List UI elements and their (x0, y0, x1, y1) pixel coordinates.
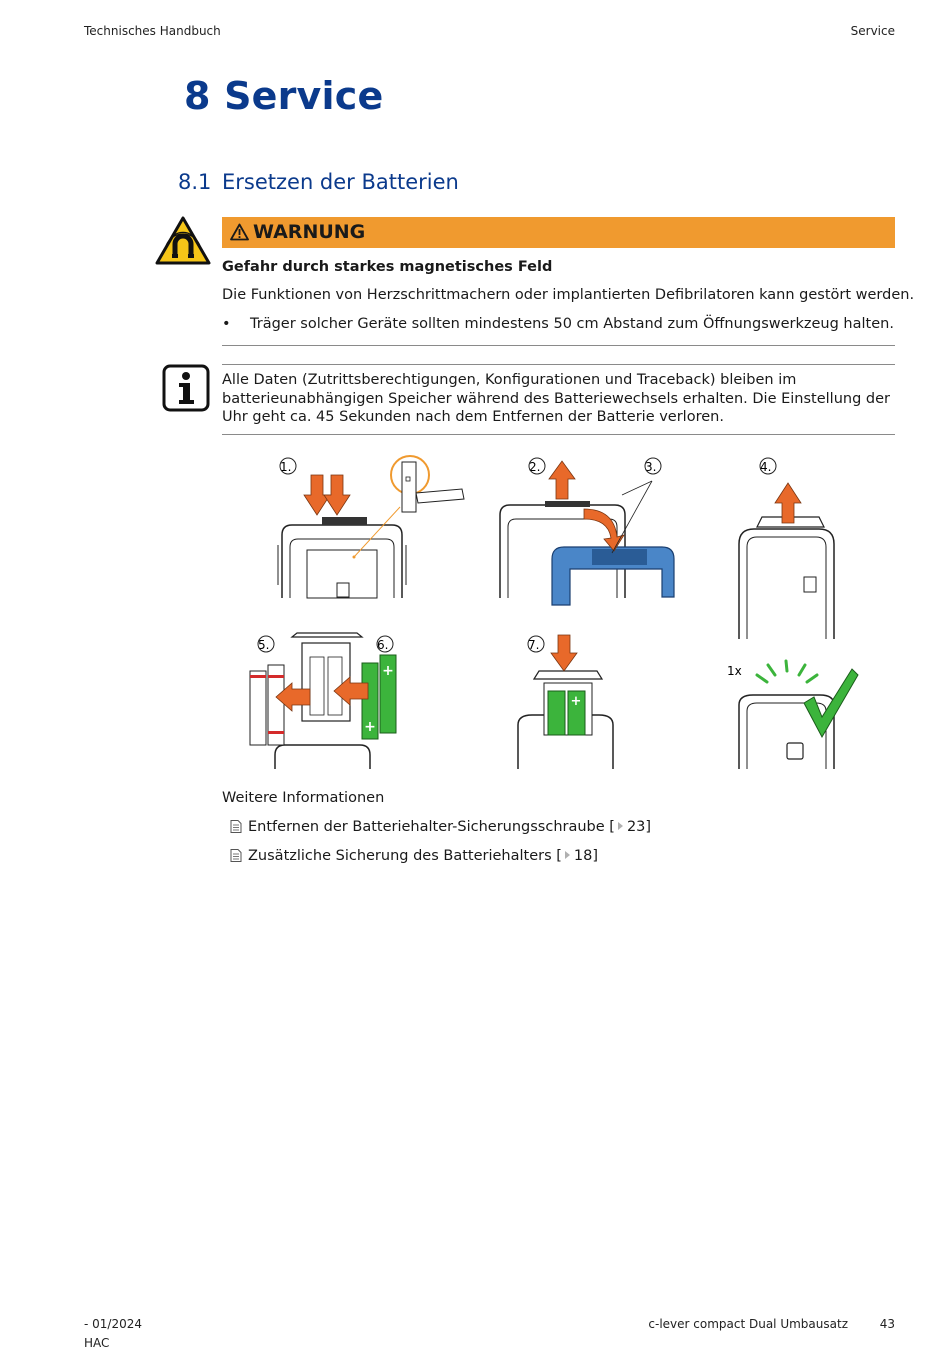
step-5-label: 5. (258, 638, 270, 652)
section-number: 8.1 (178, 170, 212, 194)
arrow-down-icon (551, 635, 577, 671)
cross-reference-link[interactable] (230, 819, 651, 835)
chapter-title: Service (224, 74, 384, 118)
link-text: Entfernen der Batteriehalter-Sicherungsschraube [ (248, 819, 615, 835)
warning-bullet-text: Träger solcher Geräte sollten mindestens 50 cm Abstand zum Öffnungswerkzeug halten. (250, 316, 894, 332)
chapter-heading (184, 74, 383, 118)
divider (222, 434, 895, 435)
footer-company: HAC (84, 1336, 110, 1350)
footer-date: - 01/2024 (84, 1317, 142, 1331)
warning-banner (222, 217, 895, 248)
step-2-label: 2. (529, 460, 541, 474)
battery-replacement-illustration (222, 447, 895, 777)
chapter-number: 8 (184, 74, 211, 118)
section-heading (178, 170, 459, 194)
arrow-up-icon (549, 461, 575, 499)
step-7-label: 7. (528, 638, 540, 652)
document-icon (230, 849, 242, 862)
warning-triangle-icon (230, 223, 249, 241)
warning-text: Die Funktionen von Herzschrittmachern oder implantierten Defibrilatoren kann gestört werden. (222, 287, 915, 303)
header-section-name: Service (850, 24, 895, 38)
step-4-illustration (739, 483, 834, 639)
step-4-label: 4. (760, 460, 772, 474)
page-arrow-icon (617, 821, 624, 831)
led-blink-icon (757, 661, 817, 682)
svg-text:+: + (382, 663, 394, 679)
step-1-label: 1. (280, 460, 292, 474)
step-1-illustration (278, 456, 464, 598)
footer-product: c-lever compact Dual Umbausatz (648, 1317, 848, 1331)
cross-reference-link[interactable] (230, 848, 598, 864)
magnetic-field-warning-icon (155, 216, 211, 266)
header-document-title: Technisches Handbuch (84, 24, 221, 38)
bullet-dot: • (222, 316, 231, 332)
arrow-down-icon (324, 475, 350, 515)
step-7-illustration (518, 635, 613, 769)
footer-page-number: 43 (879, 1317, 895, 1331)
further-info-title: Weitere Informationen (222, 790, 385, 806)
link-text: Zusätzliche Sicherung des Batteriehalters [ (248, 848, 562, 864)
step-6-label: 6. (377, 638, 389, 652)
link-page: 18] (573, 848, 599, 864)
warning-label: WARNUNG (253, 221, 366, 243)
divider (222, 364, 895, 365)
page-arrow-icon (564, 850, 571, 860)
warning-title: Gefahr durch starkes magnetisches Feld (222, 259, 553, 275)
info-text: Alle Daten (Zutrittsberechtigungen, Konfigurationen und Traceback) bleiben im batterieunabhängigen Speicher während des Batteriewechsels erhalten. Die Einstellung der Uhr geht ca. 45 Sekunden nach dem Entfernen der Batterie verloren. (222, 372, 890, 425)
step-3-label: 3. (645, 460, 657, 474)
divider (222, 345, 895, 346)
info-icon (162, 364, 210, 412)
step-5-6-illustration (250, 633, 396, 769)
section-title: Ersetzen der Batterien (222, 170, 459, 194)
final-state-illustration (739, 661, 858, 769)
step-2-3-illustration (500, 461, 674, 605)
document-icon (230, 820, 242, 833)
svg-text:+: + (364, 719, 376, 735)
blink-count-label: 1x (727, 664, 742, 678)
link-page: 23] (626, 819, 652, 835)
svg-text:+: + (570, 694, 582, 709)
